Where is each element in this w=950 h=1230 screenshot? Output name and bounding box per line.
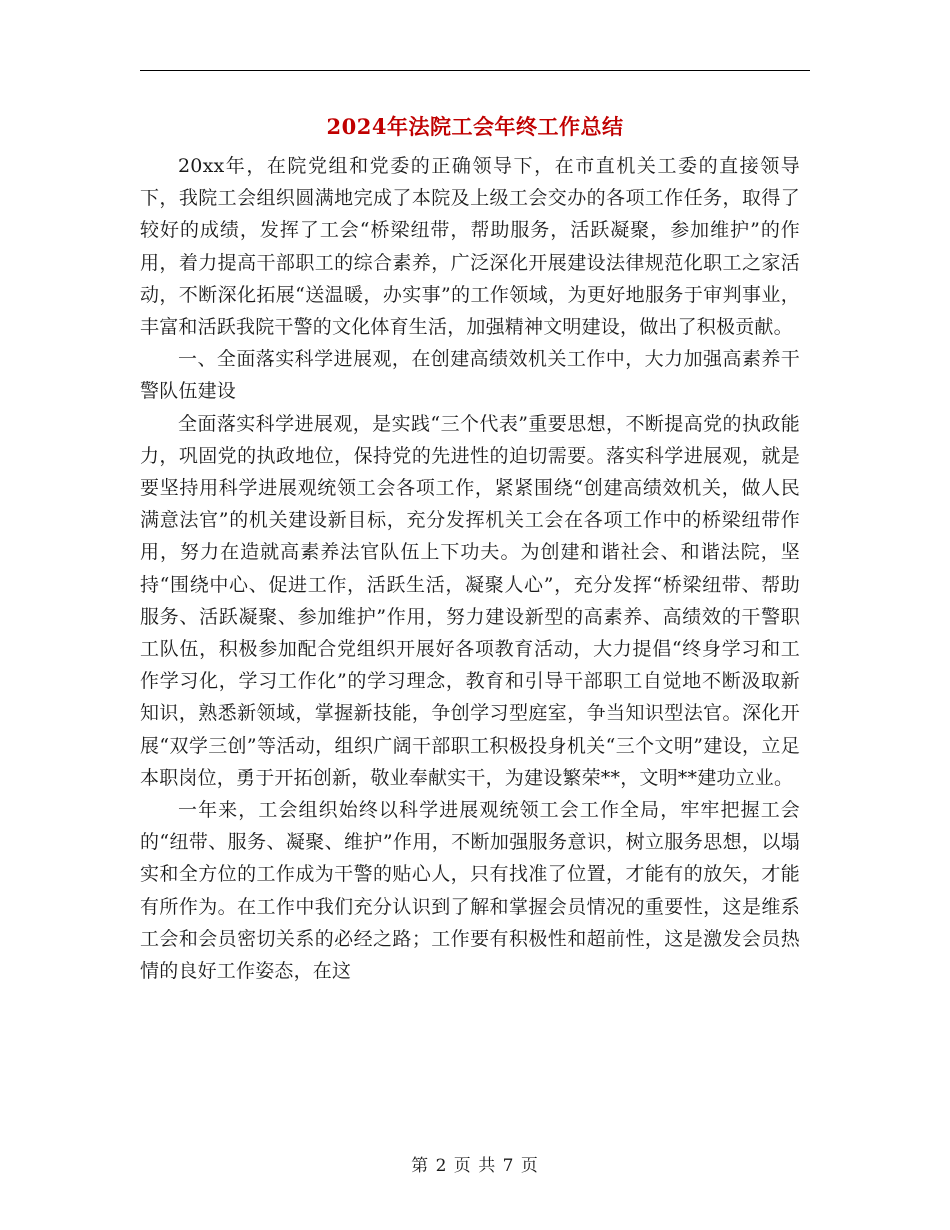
paragraph-intro: 20xx年，在院党组和党委的正确领导下，在市直机关工委的直接领导下，我院工会组织圆满地完成了本院及上级工会交办的各项工作任务，取得了较好的成绩，发挥了工会“桥梁纽带，帮助服务，活跃凝聚，参加维护”的作用，着力提高干部职工的综合素养，广泛深化开展建设法律规范化职工之家活动，不断深化拓展“送温暖，办实事”的工作领域，为更好地服务于审判事业，丰富和活跃我院干警的文化体育生活，加强精神文明建设，做出了积极贡献。 xyxy=(140,155,800,339)
paragraph-science-outlook: 全面落实科学进展观，是实践“三个代表”重要思想，不断提高党的执政能力，巩固党的执政地位，保持党的先进性的迫切需要。落实科学进展观，就是要坚持用科学进展观统领工会各项工作，紧紧围绕“创建高绩效机关，做人民满意法官”的机关建设新目标，充分发挥机关工会在各项工作中的桥梁纽带作用，努力在造就高素养法官队伍上下功夫。为创建和谐社会、和谐法院，坚持“围绕中心、促进工作，活跃生活，凝聚人心”，充分发挥“桥梁纽带、帮助服务、活跃凝聚、参加维护”作用，努力建设新型的高素养、高绩效的干警职工队伍，积极参加配合党组织开展好各项教育活动，大力提倡“终身学习和工作学习化，学习工作化”的学习理念，教育和引导干部职工自觉地不断汲取新知识，熟悉新领域，掌握新技能，争创学习型庭室，争当知识型法官。深化开展“双学三创”等活动，组织广阔干部职工积极投身机关“三个文明”建设，立足本职岗位，勇于开拓创新，敬业奉献实干，为建设繁荣**，文明**建功立业。 xyxy=(140,412,800,789)
paragraph-year-review: 一年来，工会组织始终以科学进展观统领工会工作全局，牢牢把握工会的“纽带、服务、凝聚、维护”作用，不断加强服务意识，树立服务思想，以塌实和全方位的工作成为干警的贴心人，只有找准了位置，才能有的放矢，才能有所作为。在工作中我们充分认识到了解和掌握会员情况的重要性，这是维系工会和会员密切关系的必经之路；工作要有积极性和超前性，这是激发会员热情的良好工作姿态，在这 xyxy=(140,799,800,983)
page-footer: 第 2 页 共 7 页 xyxy=(411,1156,539,1176)
document-body xyxy=(140,150,800,987)
paragraph-section-heading: 一、全面落实科学进展观，在创建高绩效机关工作中，大力加强高素养干警队伍建设 xyxy=(140,348,800,403)
document-title: 2024年法院工会年终工作总结 xyxy=(326,114,624,139)
header-rule xyxy=(140,70,810,71)
